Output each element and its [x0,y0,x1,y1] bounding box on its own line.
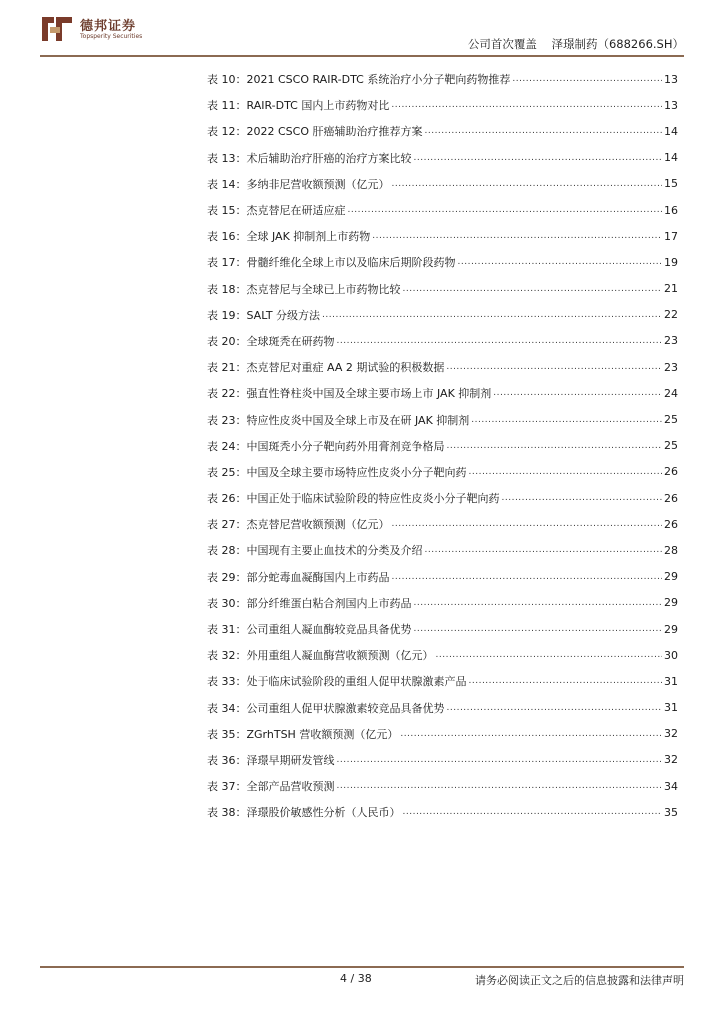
toc-entry[interactable] [207,511,678,537]
toc-entry-label: 表 34：公司重组人促甲状腺激素较竞品具备优势 [207,701,445,715]
footer-divider [40,966,684,968]
toc-entry-label: 表 35：ZGrhTSH 营收额预测（亿元） [207,727,399,741]
toc-leader-dots [414,598,663,608]
toc-entry[interactable] [207,642,678,668]
toc-entry-page: 29 [664,622,678,636]
toc-entry-label: 表 16：全球 JAK 抑制剂上市药物 [207,230,371,244]
toc-entry-label: 表 38：泽璟股价敏感性分析（人民币） [207,806,401,820]
toc-leader-dots [425,545,663,555]
toc-entry[interactable] [207,249,678,275]
toc-entry[interactable] [207,66,678,92]
page-number: 4 / 38 [340,972,372,985]
toc-entry-label: 表 20：全球斑秃在研药物 [207,334,335,348]
toc-entry[interactable] [207,799,678,825]
toc-entry-page: 14 [664,124,678,138]
toc-leader-dots [447,441,663,451]
toc-entry-page: 21 [664,282,678,296]
toc-leader-dots [337,755,663,765]
toc-entry-page: 24 [664,386,678,400]
toc-entry-page: 32 [664,753,678,767]
toc-entry-page: 19 [664,255,678,269]
toc-entry[interactable] [207,564,678,590]
toc-entry[interactable] [207,695,678,721]
toc-entry-label: 表 30：部分纤维蛋白粘合剂国内上市药品 [207,596,412,610]
toc-entry[interactable] [207,145,678,171]
toc-entry-page: 13 [664,72,678,86]
toc-entry-page: 29 [664,596,678,610]
toc-entry-page: 22 [664,308,678,322]
toc-entry-page: 26 [664,517,678,531]
toc-entry[interactable] [207,406,678,432]
toc-entry-page: 17 [664,229,678,243]
toc-entry-label: 表 32：外用重组人凝血酶营收额预测（亿元） [207,649,434,663]
toc-leader-dots [447,703,663,713]
toc-leader-dots [414,153,663,163]
toc-entry-page: 15 [664,177,678,191]
toc-entry-page: 16 [664,203,678,217]
toc-entry[interactable] [207,537,678,563]
toc-entry-label: 表 14：多纳非尼营收额预测（亿元） [207,177,390,191]
toc-entry-label: 表 11：RAIR-DTC 国内上市药物对比 [207,99,390,113]
toc-entry-label: 表 29：部分蛇毒血凝酶国内上市药品 [207,570,390,584]
toc-leader-dots [502,493,663,503]
toc-entry-page: 23 [664,334,678,348]
toc-entry-label: 表 33：处于临床试验阶段的重组人促甲状腺激素产品 [207,675,467,689]
toc-entry-page: 31 [664,674,678,688]
toc-leader-dots [493,388,662,398]
toc-entry-label: 表 18：杰克替尼与全球已上市药物比较 [207,282,401,296]
toc-leader-dots [337,781,663,791]
toc-entry-page: 30 [664,648,678,662]
toc-entry[interactable] [207,197,678,223]
toc-entry-label: 表 24：中国斑秃小分子靶向药外用膏剂竞争格局 [207,439,445,453]
toc-entry-label: 表 17：骨髓纤维化全球上市以及临床后期阶段药物 [207,256,456,270]
table-of-tables [207,66,678,825]
toc-entry[interactable] [207,118,678,144]
company-name: 泽璟制药（688266.SH） [551,37,684,51]
toc-entry-label: 表 12：2022 CSCO 肝癌辅助治疗推荐方案 [207,125,423,139]
toc-leader-dots [392,179,663,189]
toc-leader-dots [372,231,662,241]
toc-entry-page: 29 [664,570,678,584]
toc-entry-page: 31 [664,701,678,715]
toc-entry[interactable] [207,485,678,511]
toc-leader-dots [471,415,662,425]
toc-leader-dots [424,126,662,136]
toc-entry-page: 23 [664,360,678,374]
toc-leader-dots [337,336,663,346]
toc-entry-label: 表 36：泽璟早期研发管线 [207,753,335,767]
toc-entry[interactable] [207,380,678,406]
toc-entry[interactable] [207,92,678,118]
toc-entry-label: 表 25：中国及全球主要市场特应性皮炎小分子靶向药 [207,465,467,479]
toc-entry-page: 25 [664,413,678,427]
toc-entry[interactable] [207,668,678,694]
toc-entry-page: 34 [664,779,678,793]
toc-entry-page: 35 [664,805,678,819]
footer-disclaimer: 请务必阅读正文之后的信息披露和法律声明 [475,974,684,987]
toc-leader-dots [403,807,663,817]
logo-english-name: Topsperity Securities [80,33,143,40]
toc-entry-page: 13 [664,98,678,112]
report-info [468,36,684,52]
toc-leader-dots [436,650,663,660]
toc-entry[interactable] [207,171,678,197]
toc-entry-label: 表 15：杰克替尼在研适应症 [207,204,346,218]
company-logo [40,13,160,45]
header-divider [40,55,684,57]
toc-entry-page: 25 [664,439,678,453]
toc-entry-page: 26 [664,491,678,505]
toc-entry-label: 表 19：SALT 分级方法 [207,308,321,322]
toc-entry[interactable] [207,433,678,459]
toc-leader-dots [458,257,663,267]
toc-entry-label: 表 31：公司重组人凝血酶较竞品具备优势 [207,623,412,637]
toc-entry-page: 14 [664,151,678,165]
toc-entry[interactable] [207,328,678,354]
toc-entry-label: 表 13：术后辅助治疗肝癌的治疗方案比较 [207,151,412,165]
page-header [0,0,724,60]
toc-entry-label: 表 27：杰克替尼营收额预测（亿元） [207,518,390,532]
toc-entry-label: 表 10：2021 CSCO RAIR-DTC 系统治疗小分子靶向药物推荐 [207,73,511,87]
toc-entry-label: 表 23：特应性皮炎中国及全球上市及在研 JAK 抑制剂 [207,413,470,427]
report-type: 公司首次覆盖 [467,37,537,51]
toc-entry[interactable] [207,616,678,642]
toc-entry[interactable] [207,721,678,747]
toc-entry[interactable] [207,276,678,302]
toc-entry-page: 26 [664,465,678,479]
toc-leader-dots [446,362,662,372]
toc-entry[interactable] [207,354,678,380]
toc-entry[interactable] [207,223,678,249]
logo-mark-icon [40,13,74,45]
toc-leader-dots [414,624,663,634]
toc-leader-dots [400,729,662,739]
toc-entry[interactable] [207,302,678,328]
toc-entry-label: 表 28：中国现有主要止血技术的分类及介绍 [207,544,423,558]
toc-entry-label: 表 21：杰克替尼对重症 AA 2 期试验的积极数据 [207,361,445,375]
toc-entry[interactable] [207,747,678,773]
toc-entry-page: 28 [664,543,678,557]
toc-leader-dots [469,467,663,477]
toc-leader-dots [392,519,663,529]
toc-leader-dots [403,284,663,294]
toc-entry[interactable] [207,590,678,616]
toc-leader-dots [469,676,663,686]
toc-entry-label: 表 26：中国正处于临床试验阶段的特应性皮炎小分子靶向药 [207,492,500,506]
toc-entry-label: 表 37：全部产品营收预测 [207,780,335,794]
toc-entry-page: 32 [664,727,678,741]
toc-entry-label: 表 22：强直性脊柱炎中国及全球主要市场上市 JAK 抑制剂 [207,387,492,401]
toc-leader-dots [512,74,662,84]
toc-leader-dots [348,205,663,215]
toc-entry[interactable] [207,459,678,485]
toc-leader-dots [322,310,662,320]
toc-entry[interactable] [207,773,678,799]
toc-leader-dots [391,100,662,110]
logo-chinese-name: 德邦证券 [80,19,137,34]
toc-leader-dots [392,572,663,582]
